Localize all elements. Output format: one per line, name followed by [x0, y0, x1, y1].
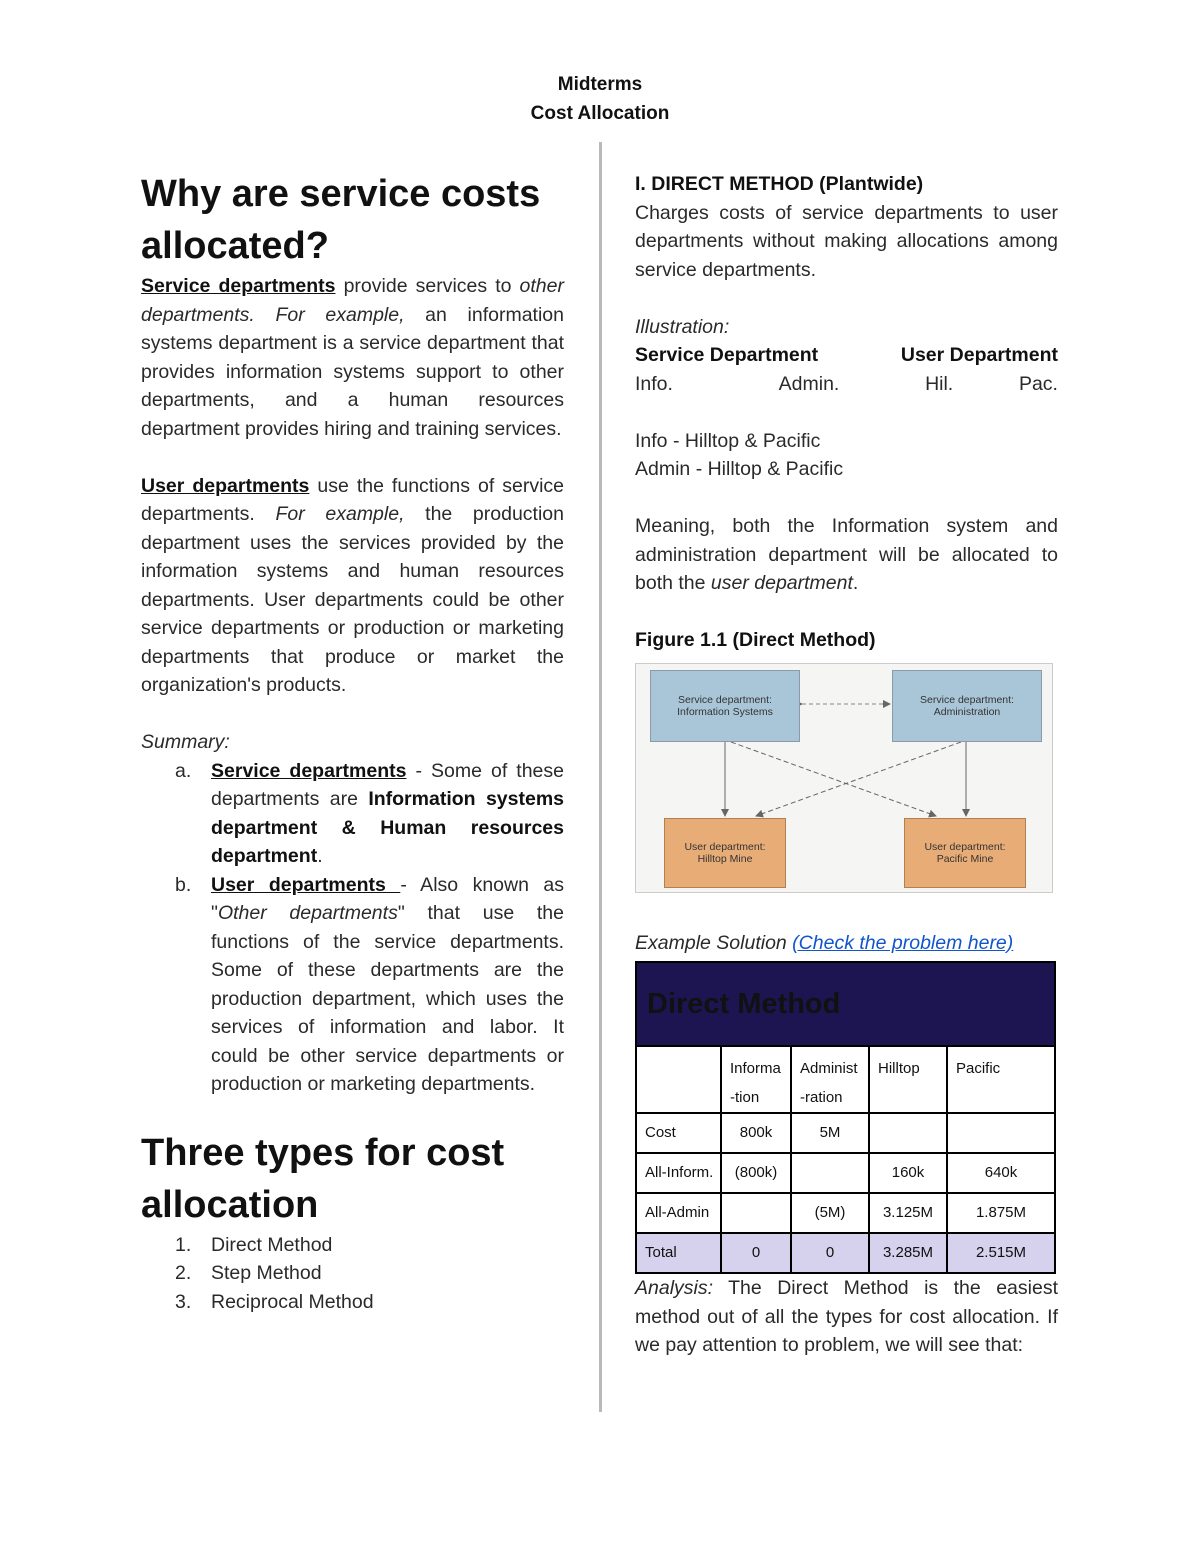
meaning-paragraph: Meaning, both the Information system and administration department will be allocated to both the user department. [635, 515, 1058, 594]
table-row: All-Admin (5M) 3.125M 1.875M [636, 1193, 1055, 1233]
direct-method-diagram [635, 663, 1053, 893]
type-item: 3. Reciprocal Method [175, 1290, 374, 1313]
summary-item-b: b. User departments - Also known as "Other departments" that use the functions of the service departments. Some of these departments are the production department, which uses the services of information and labor. It could be other service departments or production or marketing departments. [175, 873, 564, 1095]
table-row: Cost 800k 5M [636, 1113, 1055, 1153]
type-item: 1. Direct Method [175, 1233, 333, 1256]
summary-label: Summary: [141, 731, 230, 753]
term-service-departments: Service departments [141, 275, 336, 297]
diagram-box-hilltop: User department: Hilltop Mine [664, 818, 786, 888]
analysis-paragraph: Analysis: The Direct Method is the easiest method out of all the types for cost allocation. If we pay attention to problem, we will see that: [635, 1277, 1058, 1356]
service-department-heading: Service Department [635, 344, 819, 366]
type-item: 2. Step Method [175, 1262, 322, 1284]
check-problem-link[interactable]: (Check the problem here) [792, 931, 1014, 954]
header-topic: Cost Allocation [530, 103, 670, 124]
diagram-box-information-systems: Service department: Information Systems [650, 670, 800, 742]
diagram-box-pacific: User department: Pacific Mine [904, 818, 1026, 888]
user-department-heading: User Department [900, 344, 1058, 366]
heading-why-allocated: Why are service costs allocated? [141, 173, 541, 267]
illustration-abbreviations: Info. Admin. Hil. Pac. [635, 372, 1058, 395]
direct-method-table [635, 961, 1056, 1274]
column-divider [599, 142, 602, 1412]
left-column [141, 168, 564, 1316]
header-course: Midterms [557, 74, 643, 95]
allocation-info: Info - Hilltop & Pacific [635, 429, 821, 452]
table-title: Direct Method [636, 962, 1055, 1046]
term-user-departments: User departments [141, 474, 310, 497]
user-departments-paragraph: User departments use the functions of service departments. For example, the production department uses the services provided by the information systems and human resources departments. User departments could be other service departments or production or marketing departments that produce or market the organization's products. [141, 474, 564, 696]
heading-three-types: Three types for cost allocation [141, 1131, 505, 1226]
table-row: All-Inform. (800k) 160k 640k [636, 1153, 1055, 1193]
illustration-header-row [635, 341, 1058, 370]
table-total-row: Total 0 0 3.285M 2.515M [636, 1233, 1055, 1273]
figure-title: Figure 1.1 (Direct Method) [635, 629, 876, 651]
right-column [635, 170, 1058, 1360]
diagram-box-administration: Service department: Administration [892, 670, 1042, 742]
direct-method-definition: Charges costs of service departments to user departments without making allocations among service departments. [635, 201, 1058, 281]
summary-item-a: a. Service departments - Some of these departments are Information systems department & Human resources department. [175, 759, 565, 867]
page-header [0, 70, 1200, 128]
example-solution-line: Example Solution (Check the problem here) [635, 931, 1014, 954]
section-title-direct-method: I. DIRECT METHOD (Plantwide) [635, 173, 924, 195]
service-departments-paragraph: Service departments provide services to other departments. For example, an information systems department is a service department that provides information systems support to other departments, and a human resources department provides hiring and training services. [141, 275, 564, 440]
table-header-row: Informa -tion Administ -ration Hilltop Pacific [636, 1046, 1055, 1113]
illustration-label: Illustration: [635, 315, 730, 338]
allocation-admin: Admin - Hilltop & Pacific [635, 458, 844, 480]
